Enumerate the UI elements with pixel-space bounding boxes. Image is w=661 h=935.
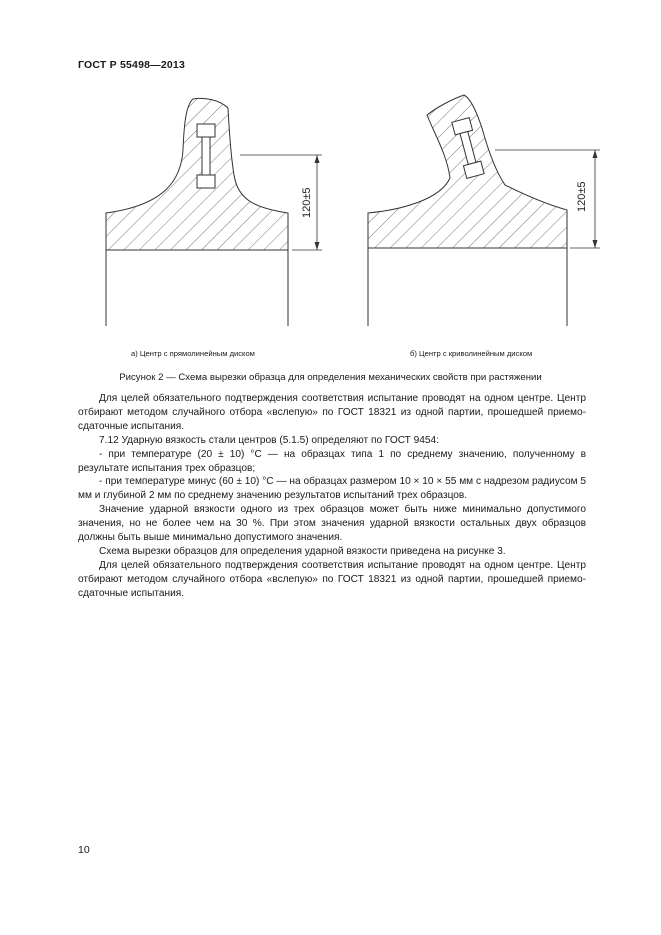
figure-b-dimension-label: 120±5 — [576, 181, 588, 212]
figure-a-hatched-section — [106, 98, 288, 250]
paragraph: Схема вырезки образцов для определения ударной вязкости приведена на рисунке 3. — [99, 545, 506, 557]
figure-a-dim-arrow-bottom — [315, 242, 320, 250]
figure-a-dim-arrow-top — [315, 155, 320, 163]
figure-b-dim-arrow-top — [593, 150, 598, 158]
body-text — [78, 392, 586, 601]
figure-b-dim-arrow-bottom — [593, 240, 598, 248]
figure-2-drawing — [0, 0, 661, 370]
figure-a-dimension-label: 120±5 — [301, 187, 313, 218]
figure-a-specimen-top-grip — [197, 124, 215, 137]
figure-a-drawing — [106, 98, 322, 326]
paragraph: Значение ударной вязкости одного из трех образцов может быть ниже минимально допустимого значения, но не более чем на 30 %. При этом значения ударной вязкости остальных двух образцов должны быть выше минимально допустимого значения. — [78, 504, 586, 544]
paragraph: - при температуре (20 ± 10) °С — на образцах типа 1 по среднему значению, полученному в результате испытания трех образцов; — [78, 448, 586, 474]
figure-a-specimen-bottom-grip — [197, 175, 215, 188]
paragraph: 7.12 Ударную вязкость стали центров (5.1.5) определяют по ГОСТ 9454: — [99, 434, 440, 446]
paragraph: Для целей обязательного подтверждения соответствия испытание проводят на одном центре. Центр отбирают методом случайного отбора «вслепую» по ГОСТ 18321 из одной партии, прошедшей приемо-сдаточные испытания. — [78, 393, 586, 432]
figure-b-caption: б) Центр с криволинейным диском — [410, 349, 533, 358]
figure-a-caption: а) Центр с прямолинейным диском — [131, 349, 255, 358]
figure-caption: Рисунок 2 — Схема вырезки образца для определения механических свойств при растяжении — [119, 372, 542, 383]
page-number: 10 — [78, 844, 90, 856]
paragraph: Для целей обязательного подтверждения соответствия испытание проводят на одном центре. Центр отбирают методом случайного отбора «вслепую» по ГОСТ 18321 из одной партии, прошедшей приемо-сдаточные испытания. — [78, 559, 586, 599]
paragraph: - при температуре минус (60 ± 10) °С — на образцах размером 10 × 10 × 55 мм с надрезом радиусом 5 мм и глубиной 2 мм по среднему значению результатов испытаний трех образцов. — [78, 476, 586, 502]
document-header: ГОСТ Р 55498—2013 — [78, 59, 186, 71]
figure-b-drawing — [368, 95, 600, 326]
figure-a-specimen-gauge — [202, 137, 210, 175]
